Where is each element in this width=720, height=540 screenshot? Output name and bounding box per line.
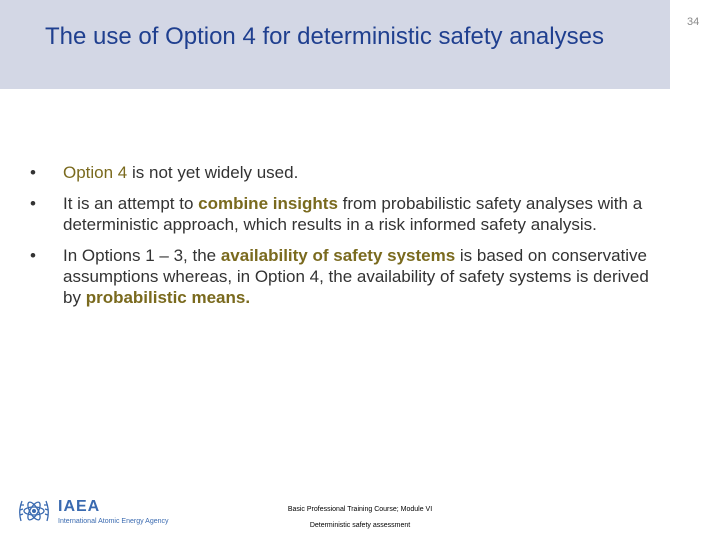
highlighted-text: probabilistic means. <box>85 288 251 307</box>
footer-module-title: Deterministic safety assessment <box>309 522 411 529</box>
bullet-item <box>30 162 650 183</box>
bullet-marker: • <box>30 194 36 213</box>
logo-wordmark: IAEA <box>58 498 101 515</box>
highlighted-text: Option 4 <box>63 163 128 182</box>
bullet-text: In Options 1 – 3, the <box>63 246 221 265</box>
slide-title: The use of Option 4 for deterministic safety analyses <box>45 23 604 50</box>
bullet-text: is based on conservative assumptions whereas, in Option 4, the availability of safety systems is derived by <box>63 246 649 307</box>
bullet-marker: • <box>30 246 36 265</box>
bullet-text: from probabilistic safety analyses with a deterministic approach, which results in a risk informed safety analysis. <box>63 194 643 234</box>
bullet-text: is not yet widely used. <box>127 163 299 182</box>
bullet-list <box>30 162 650 318</box>
bullet-item <box>30 245 650 308</box>
iaea-emblem-icon <box>16 493 52 529</box>
logo-subtitle: International Atomic Energy Agency <box>58 518 169 525</box>
footer-course: Basic Professional Training Course; Module VI <box>287 506 433 513</box>
iaea-logo <box>16 493 176 529</box>
highlighted-text: combine insights <box>198 194 338 213</box>
slide-number: 34 <box>687 16 700 28</box>
bullet-text: It is an attempt to <box>63 194 199 213</box>
bullet-marker: • <box>30 163 36 182</box>
highlighted-text: availability of safety systems <box>220 246 456 265</box>
bullet-item <box>30 193 650 235</box>
footer <box>250 502 470 534</box>
